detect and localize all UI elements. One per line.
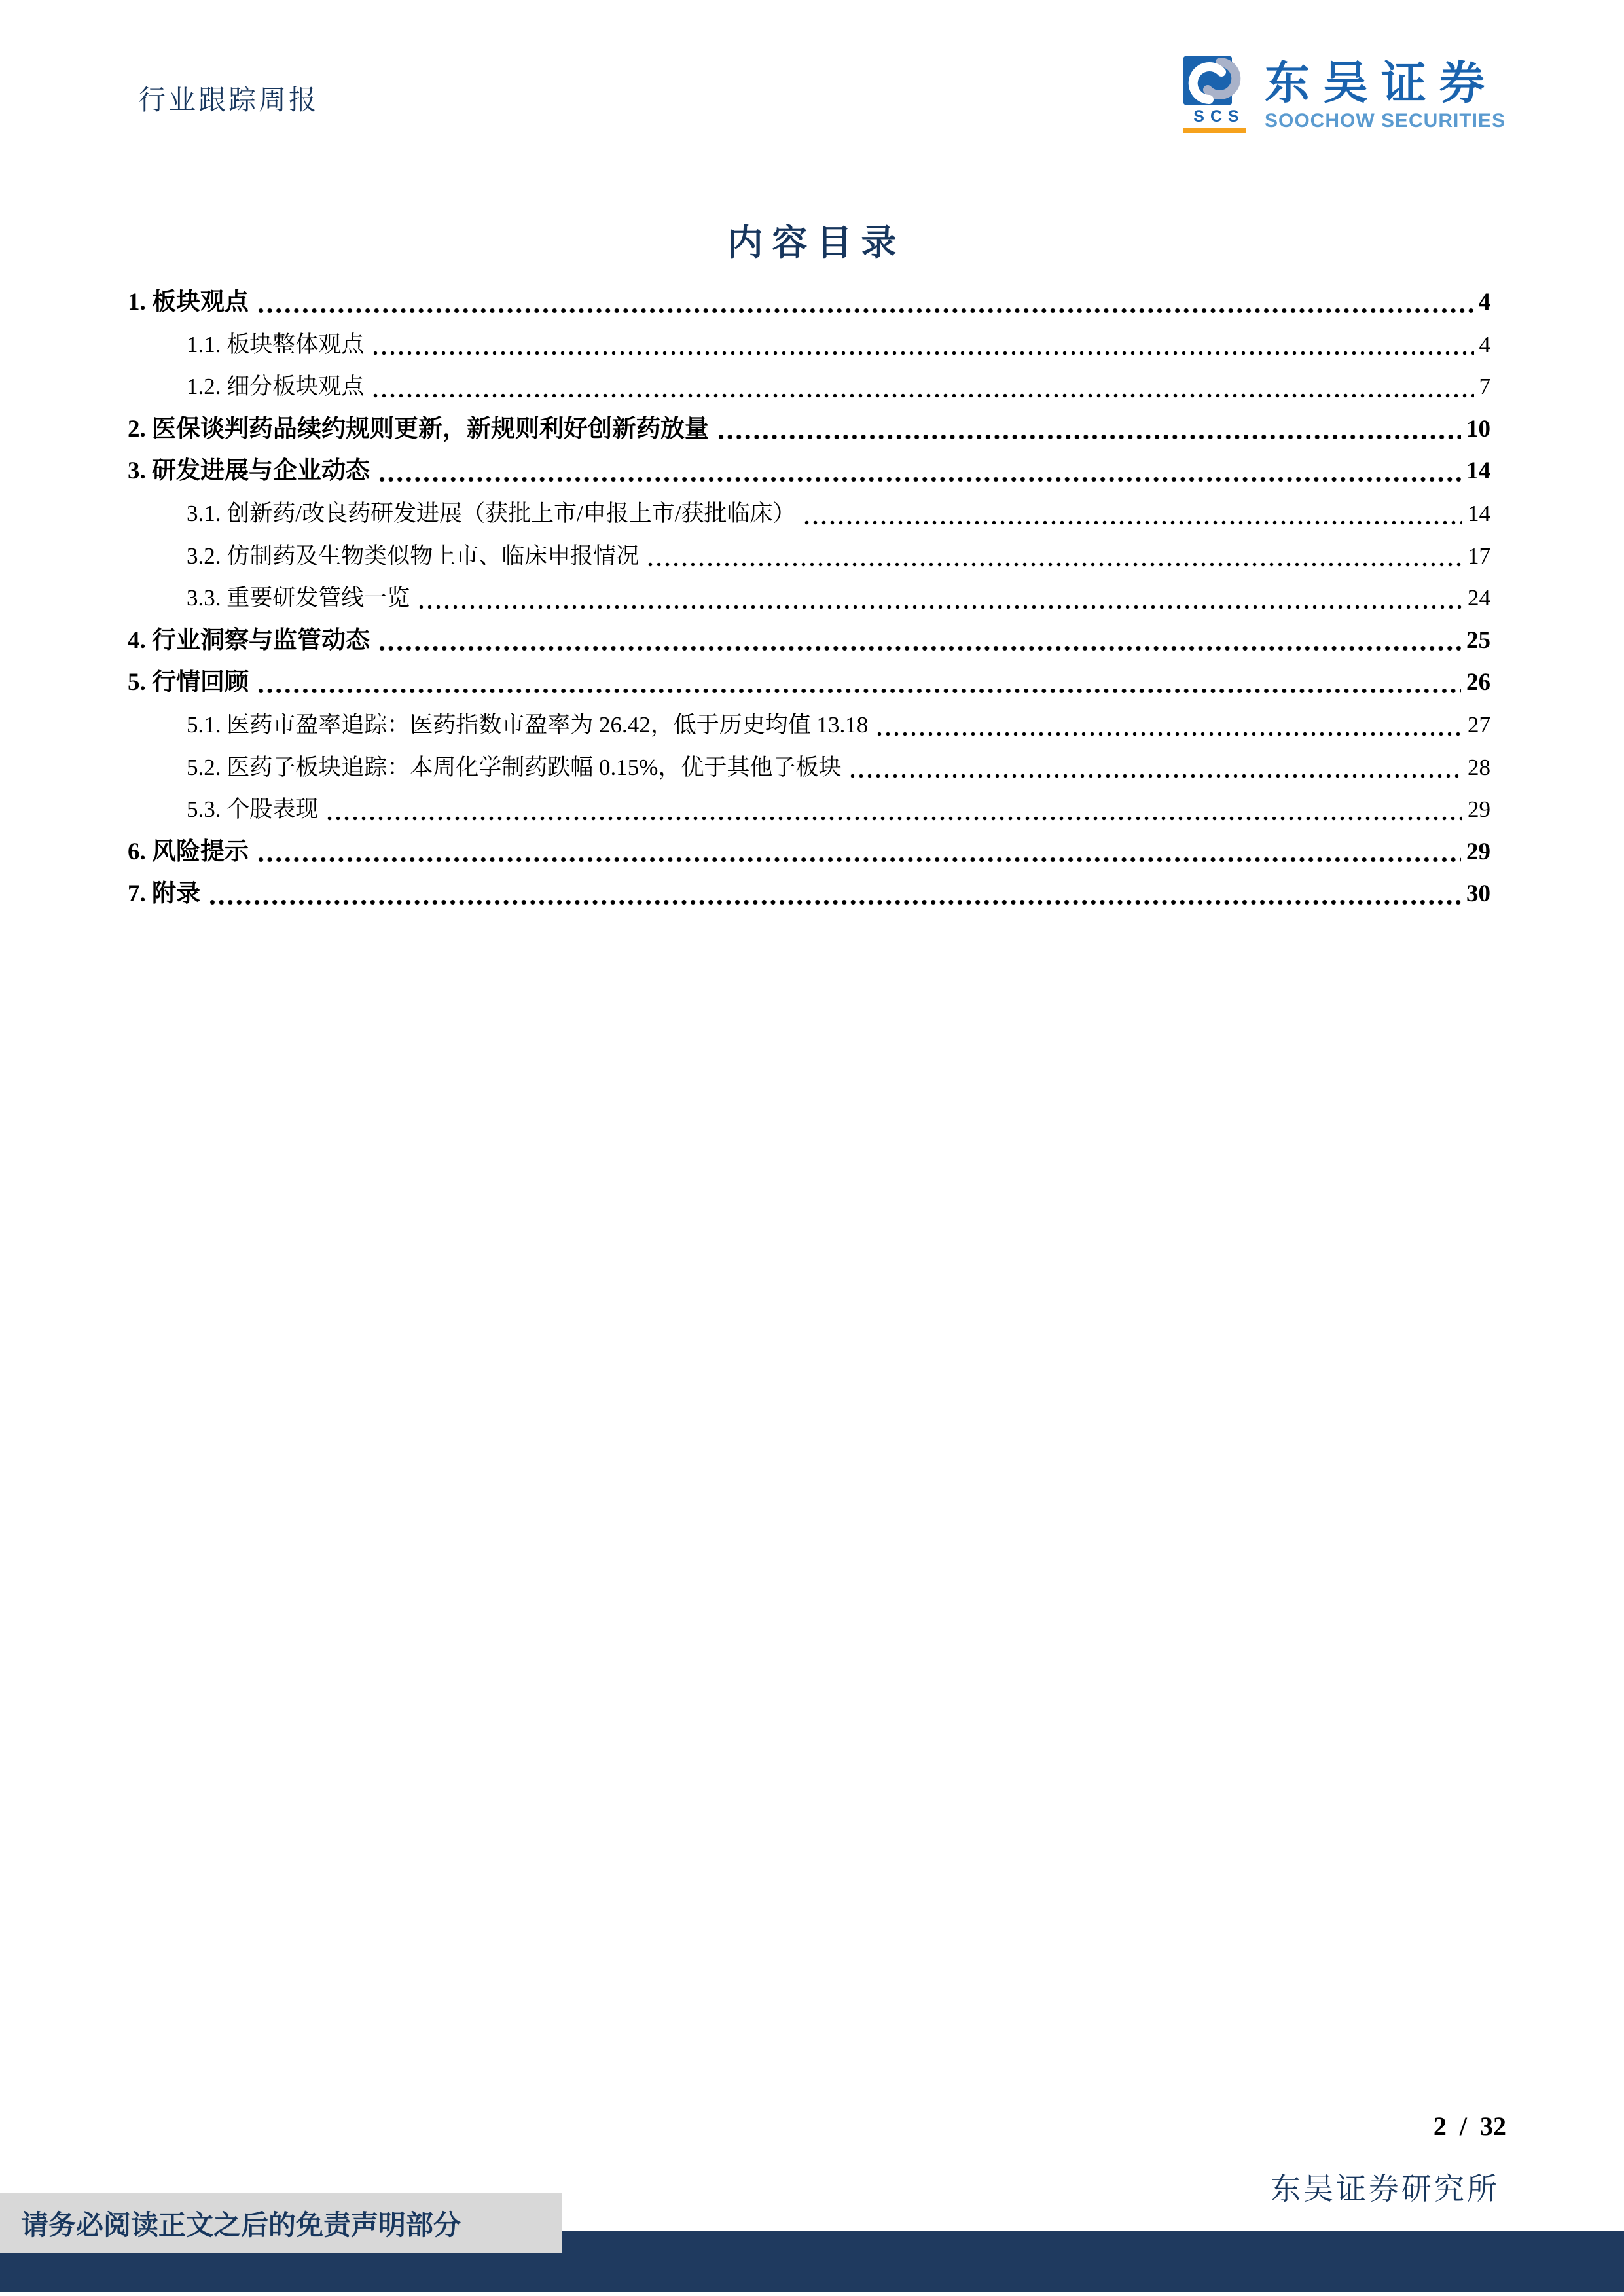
toc-entry-label: 5.3. 个股表现 xyxy=(187,797,319,823)
toc-entry[interactable] xyxy=(128,408,1490,451)
toc-page-number: 29 xyxy=(1466,838,1490,865)
toc-entry[interactable] xyxy=(128,662,1490,704)
toc-page-number: 7 xyxy=(1479,374,1490,400)
toc-entry-label: 3.2. 仿制药及生物类似物上市、临床申报情况 xyxy=(187,543,640,569)
toc-page-number: 30 xyxy=(1466,880,1490,908)
disclaimer-text: 请务必阅读正文之后的免责声明部分 xyxy=(21,2210,461,2241)
page-indicator: 2 / 32 xyxy=(1433,2111,1506,2141)
toc-page-number: 26 xyxy=(1466,669,1490,696)
toc-entry-label: 5. 行情回顾 xyxy=(128,669,249,696)
toc-entry[interactable] xyxy=(128,704,1490,747)
toc-entry[interactable] xyxy=(128,324,1490,367)
logo-en-text: SOOCHOW SECURITIES xyxy=(1265,110,1506,132)
toc-leader-dots xyxy=(208,873,1462,916)
toc-leader-dots xyxy=(257,831,1462,874)
toc-page-number: 29 xyxy=(1468,797,1490,823)
toc-leader-dots xyxy=(372,324,1475,367)
toc-entry-label: 1.1. 板块整体观点 xyxy=(187,331,365,357)
toc-entry-label: 3.3. 重要研发管线一览 xyxy=(187,585,410,611)
toc-entry[interactable] xyxy=(128,577,1490,620)
toc-page-number: 17 xyxy=(1468,543,1490,569)
toc-entry[interactable] xyxy=(128,281,1490,324)
toc-title: 内容目录 xyxy=(727,223,906,262)
toc-entry-label: 2. 医保谈判药品续约规则更新，新规则利好创新药放量 xyxy=(128,415,709,442)
toc-page-number: 24 xyxy=(1468,585,1490,611)
toc-leader-dots xyxy=(326,789,1464,831)
toc-entry[interactable] xyxy=(128,789,1490,831)
toc-entry[interactable] xyxy=(128,493,1490,535)
toc-entry[interactable] xyxy=(128,366,1490,408)
toc-leader-dots xyxy=(372,366,1475,408)
toc-leader-dots xyxy=(647,535,1464,578)
toc-leader-dots xyxy=(378,450,1462,493)
report-type-label: 行业跟踪周报 xyxy=(138,86,319,116)
toc-leader-dots xyxy=(803,493,1464,535)
logo-text-block xyxy=(1265,56,1506,132)
disclaimer-box xyxy=(0,2193,562,2253)
logo-orange-bar xyxy=(1183,128,1246,133)
toc-entry-label: 4. 行业洞察与监管动态 xyxy=(128,626,370,654)
toc-leader-dots xyxy=(378,620,1462,662)
toc-entry-label: 3.1. 创新药/改良药研发进展（获批上市/申报上市/获批临床） xyxy=(187,500,796,526)
toc-page-number: 14 xyxy=(1468,500,1490,526)
toc-page-number: 28 xyxy=(1468,754,1490,780)
toc-leader-dots xyxy=(418,577,1464,620)
toc-leader-dots xyxy=(849,747,1464,789)
toc-leader-dots xyxy=(717,408,1462,451)
toc-entry-label: 5.2. 医药子板块追踪：本周化学制药跌幅 0.15%，优于其他子板块 xyxy=(187,754,842,780)
logo-cn-text: 东吴证券 xyxy=(1265,58,1498,108)
scs-logo-icon xyxy=(1183,56,1249,107)
institute-name: 东吴证券研究所 xyxy=(1271,2172,1500,2206)
table-of-contents xyxy=(128,281,1490,916)
toc-entry-label: 6. 风险提示 xyxy=(128,838,249,865)
toc-entry-label: 1. 板块观点 xyxy=(128,289,249,315)
scs-logo-mark xyxy=(1183,56,1249,133)
toc-entry[interactable] xyxy=(128,831,1490,874)
toc-leader-dots xyxy=(257,281,1475,324)
scs-logo-text: SCS xyxy=(1193,107,1245,126)
toc-leader-dots xyxy=(876,704,1464,747)
toc-entry[interactable] xyxy=(128,450,1490,493)
toc-entry-label: 3. 研发进展与企业动态 xyxy=(128,457,370,485)
toc-page-number: 4 xyxy=(1478,289,1490,315)
toc-page-number: 27 xyxy=(1468,711,1490,738)
toc-entry-label: 7. 附录 xyxy=(128,880,200,908)
toc-entry[interactable] xyxy=(128,747,1490,789)
toc-page-number: 10 xyxy=(1466,415,1490,442)
toc-page-number: 14 xyxy=(1466,457,1490,485)
toc-entry[interactable] xyxy=(128,873,1490,916)
toc-entry[interactable] xyxy=(128,535,1490,578)
soochow-logo xyxy=(1183,56,1506,133)
toc-leader-dots xyxy=(257,662,1462,704)
toc-entry[interactable] xyxy=(128,620,1490,662)
toc-entry-label: 5.1. 医药市盈率追踪：医药指数市盈率为 26.42，低于历史均值 13.18 xyxy=(187,711,869,738)
toc-entry-label: 1.2. 细分板块观点 xyxy=(187,374,365,400)
toc-page-number: 25 xyxy=(1466,626,1490,654)
toc-page-number: 4 xyxy=(1479,331,1490,357)
